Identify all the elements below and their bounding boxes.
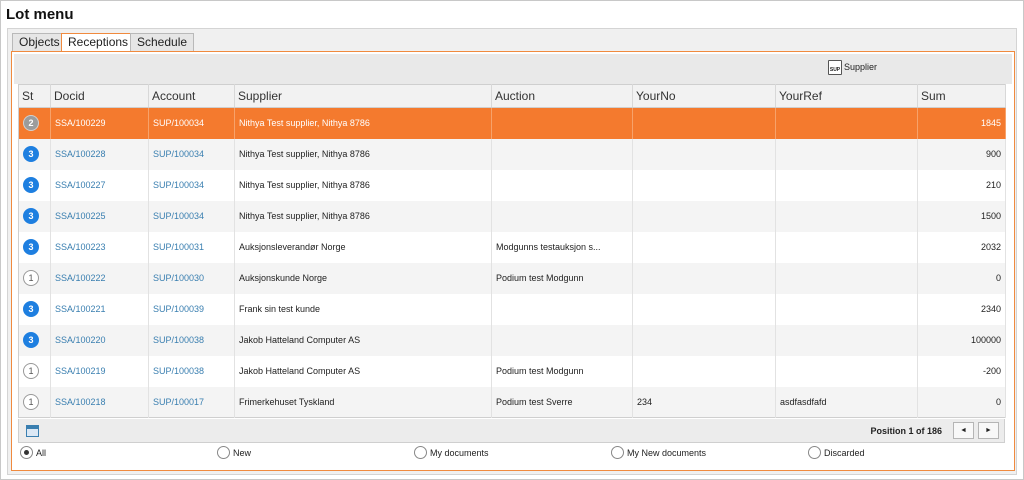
yourref-cell: asdfasdfafd bbox=[776, 387, 918, 418]
yourref-cell bbox=[776, 108, 918, 139]
status-badge: 1 bbox=[23, 363, 39, 379]
account-cell[interactable]: SUP/100039 bbox=[149, 294, 235, 325]
auction-cell bbox=[492, 170, 633, 201]
grid-export-icon[interactable] bbox=[26, 425, 39, 437]
status-badge: 3 bbox=[23, 301, 39, 317]
status-badge: 3 bbox=[23, 146, 39, 162]
grid-header bbox=[19, 85, 1006, 108]
supplier-cell: Nithya Test supplier, Nithya 8786 bbox=[235, 139, 492, 170]
table-row[interactable] bbox=[19, 356, 1006, 387]
auction-cell: Modgunns testauksjon s... bbox=[492, 232, 633, 263]
receptions-grid bbox=[18, 84, 1006, 418]
docid-cell[interactable]: SSA/100222 bbox=[51, 263, 149, 294]
supplier-cell: Jakob Hatteland Computer AS bbox=[235, 356, 492, 387]
docid-cell[interactable]: SSA/100223 bbox=[51, 232, 149, 263]
account-cell[interactable]: SUP/100030 bbox=[149, 263, 235, 294]
radio-unchecked-icon bbox=[808, 446, 821, 459]
supplier-cell: Jakob Hatteland Computer AS bbox=[235, 325, 492, 356]
status-cell bbox=[19, 108, 51, 139]
supplier-button-label: Supplier bbox=[844, 62, 878, 72]
filter-all-label: All bbox=[36, 447, 47, 458]
yourno-cell bbox=[633, 356, 776, 387]
table-row[interactable] bbox=[19, 325, 1006, 356]
docid-cell[interactable]: SSA/100227 bbox=[51, 170, 149, 201]
docid-cell[interactable]: SSA/100228 bbox=[51, 139, 149, 170]
status-cell bbox=[19, 263, 51, 294]
yourref-cell bbox=[776, 325, 918, 356]
docid-cell[interactable]: SSA/100221 bbox=[51, 294, 149, 325]
yourref-cell bbox=[776, 139, 918, 170]
status-badge: 3 bbox=[23, 332, 39, 348]
status-badge: 3 bbox=[23, 177, 39, 193]
column-header-supplier[interactable]: Supplier bbox=[235, 85, 492, 108]
filter-new[interactable] bbox=[217, 446, 251, 459]
tab-objects[interactable]: Objects bbox=[12, 33, 67, 51]
account-cell[interactable]: SUP/100034 bbox=[149, 139, 235, 170]
column-header-yourno[interactable]: YourNo bbox=[633, 85, 776, 108]
sum-cell: 0 bbox=[918, 263, 1006, 294]
sum-cell: 2032 bbox=[918, 232, 1006, 263]
column-header-yourref[interactable]: YourRef bbox=[776, 85, 918, 108]
yourno-cell: 234 bbox=[633, 387, 776, 418]
auction-cell: Podium test Modgunn bbox=[492, 263, 633, 294]
yourno-cell bbox=[633, 325, 776, 356]
yourref-cell bbox=[776, 356, 918, 387]
filter-new-label: New bbox=[233, 447, 252, 458]
table-row[interactable] bbox=[19, 263, 1006, 294]
status-cell bbox=[19, 139, 51, 170]
filter-my-documents-label: My documents bbox=[430, 447, 489, 458]
account-cell[interactable]: SUP/100034 bbox=[149, 170, 235, 201]
account-cell[interactable]: SUP/100038 bbox=[149, 325, 235, 356]
sum-cell: 2340 bbox=[918, 294, 1006, 325]
docid-cell[interactable]: SSA/100229 bbox=[51, 108, 149, 139]
sum-cell: 100000 bbox=[918, 325, 1006, 356]
status-badge: 1 bbox=[23, 394, 39, 410]
supplier-cell: Nithya Test supplier, Nithya 8786 bbox=[235, 108, 492, 139]
account-cell[interactable]: SUP/100034 bbox=[149, 201, 235, 232]
auction-cell: Podium test Sverre bbox=[492, 387, 633, 418]
docid-cell[interactable]: SSA/100219 bbox=[51, 356, 149, 387]
filter-my-new-documents[interactable] bbox=[611, 446, 706, 459]
column-header-auction[interactable]: Auction bbox=[492, 85, 633, 108]
filter-discarded[interactable] bbox=[808, 446, 865, 459]
yourno-cell bbox=[633, 294, 776, 325]
tab-receptions[interactable]: Receptions bbox=[61, 33, 135, 52]
auction-cell bbox=[492, 139, 633, 170]
grid-footer bbox=[18, 419, 1005, 443]
account-cell[interactable]: SUP/100038 bbox=[149, 356, 235, 387]
sum-cell: 1845 bbox=[918, 108, 1006, 139]
docid-cell[interactable]: SSA/100225 bbox=[51, 201, 149, 232]
yourno-cell bbox=[633, 170, 776, 201]
table-row[interactable] bbox=[19, 387, 1006, 418]
status-cell bbox=[19, 325, 51, 356]
yourno-cell bbox=[633, 263, 776, 294]
supplier-cell: Frank sin test kunde bbox=[235, 294, 492, 325]
yourref-cell bbox=[776, 263, 918, 294]
radio-unchecked-icon bbox=[611, 446, 624, 459]
status-cell bbox=[19, 387, 51, 418]
supplier-cell: Auksjonskunde Norge bbox=[235, 263, 492, 294]
supplier-cell: Auksjonsleverandør Norge bbox=[235, 232, 492, 263]
yourref-cell bbox=[776, 170, 918, 201]
filter-all[interactable] bbox=[20, 446, 46, 459]
grid-body bbox=[19, 108, 1006, 418]
table-row[interactable] bbox=[19, 232, 1006, 263]
auction-cell: Podium test Modgunn bbox=[492, 356, 633, 387]
table-row[interactable] bbox=[19, 139, 1006, 170]
radio-checked-icon bbox=[20, 446, 33, 459]
docid-cell[interactable]: SSA/100220 bbox=[51, 325, 149, 356]
filter-radio-group bbox=[18, 446, 1005, 462]
table-row[interactable] bbox=[19, 108, 1006, 139]
supplier-cell: Nithya Test supplier, Nithya 8786 bbox=[235, 170, 492, 201]
status-badge: 3 bbox=[23, 239, 39, 255]
sum-cell: -200 bbox=[918, 356, 1006, 387]
status-cell bbox=[19, 170, 51, 201]
yourno-cell bbox=[633, 108, 776, 139]
column-header-docid[interactable]: Docid bbox=[51, 85, 149, 108]
auction-cell bbox=[492, 294, 633, 325]
sum-cell: 900 bbox=[918, 139, 1006, 170]
table-row[interactable] bbox=[19, 170, 1006, 201]
tab-schedule[interactable]: Schedule bbox=[130, 33, 194, 51]
filter-my-new-documents-label: My New documents bbox=[627, 447, 707, 458]
sum-cell: 210 bbox=[918, 170, 1006, 201]
column-header-sum[interactable]: Sum bbox=[918, 85, 1006, 108]
supplier-cell: Frimerkehuset Tyskland bbox=[235, 387, 492, 418]
status-cell bbox=[19, 201, 51, 232]
radio-unchecked-icon bbox=[414, 446, 427, 459]
sum-cell: 1500 bbox=[918, 201, 1006, 232]
status-cell bbox=[19, 232, 51, 263]
status-badge: 3 bbox=[23, 208, 39, 224]
yourref-cell bbox=[776, 294, 918, 325]
filter-my-documents[interactable] bbox=[414, 446, 489, 459]
status-cell bbox=[19, 294, 51, 325]
table-row[interactable] bbox=[19, 201, 1006, 232]
yourref-cell bbox=[776, 232, 918, 263]
status-badge: 1 bbox=[23, 270, 39, 286]
filter-discarded-label: Discarded bbox=[824, 447, 865, 458]
column-header-account[interactable]: Account bbox=[149, 85, 235, 108]
table-row[interactable] bbox=[19, 294, 1006, 325]
status-cell bbox=[19, 356, 51, 387]
yourno-cell bbox=[633, 139, 776, 170]
prev-page-button[interactable]: ◄ bbox=[953, 422, 974, 439]
yourref-cell bbox=[776, 201, 918, 232]
yourno-cell bbox=[633, 232, 776, 263]
radio-unchecked-icon bbox=[217, 446, 230, 459]
account-cell[interactable]: SUP/100034 bbox=[149, 108, 235, 139]
next-page-button[interactable]: ► bbox=[978, 422, 999, 439]
column-header-st[interactable]: St bbox=[19, 85, 51, 108]
supplier-cell: Nithya Test supplier, Nithya 8786 bbox=[235, 201, 492, 232]
page-title: Lot menu bbox=[6, 6, 74, 23]
supplier-button[interactable] bbox=[828, 58, 877, 76]
auction-cell bbox=[492, 201, 633, 232]
yourno-cell bbox=[633, 201, 776, 232]
auction-cell bbox=[492, 108, 633, 139]
position-indicator: Position 1 of 186 bbox=[870, 426, 942, 436]
account-cell[interactable]: SUP/100031 bbox=[149, 232, 235, 263]
document-sup-icon: SUP bbox=[828, 60, 842, 75]
docid-cell[interactable]: SSA/100218 bbox=[51, 387, 149, 418]
account-cell[interactable]: SUP/100017 bbox=[149, 387, 235, 418]
sum-cell: 0 bbox=[918, 387, 1006, 418]
auction-cell bbox=[492, 325, 633, 356]
status-badge: 2 bbox=[23, 115, 39, 131]
